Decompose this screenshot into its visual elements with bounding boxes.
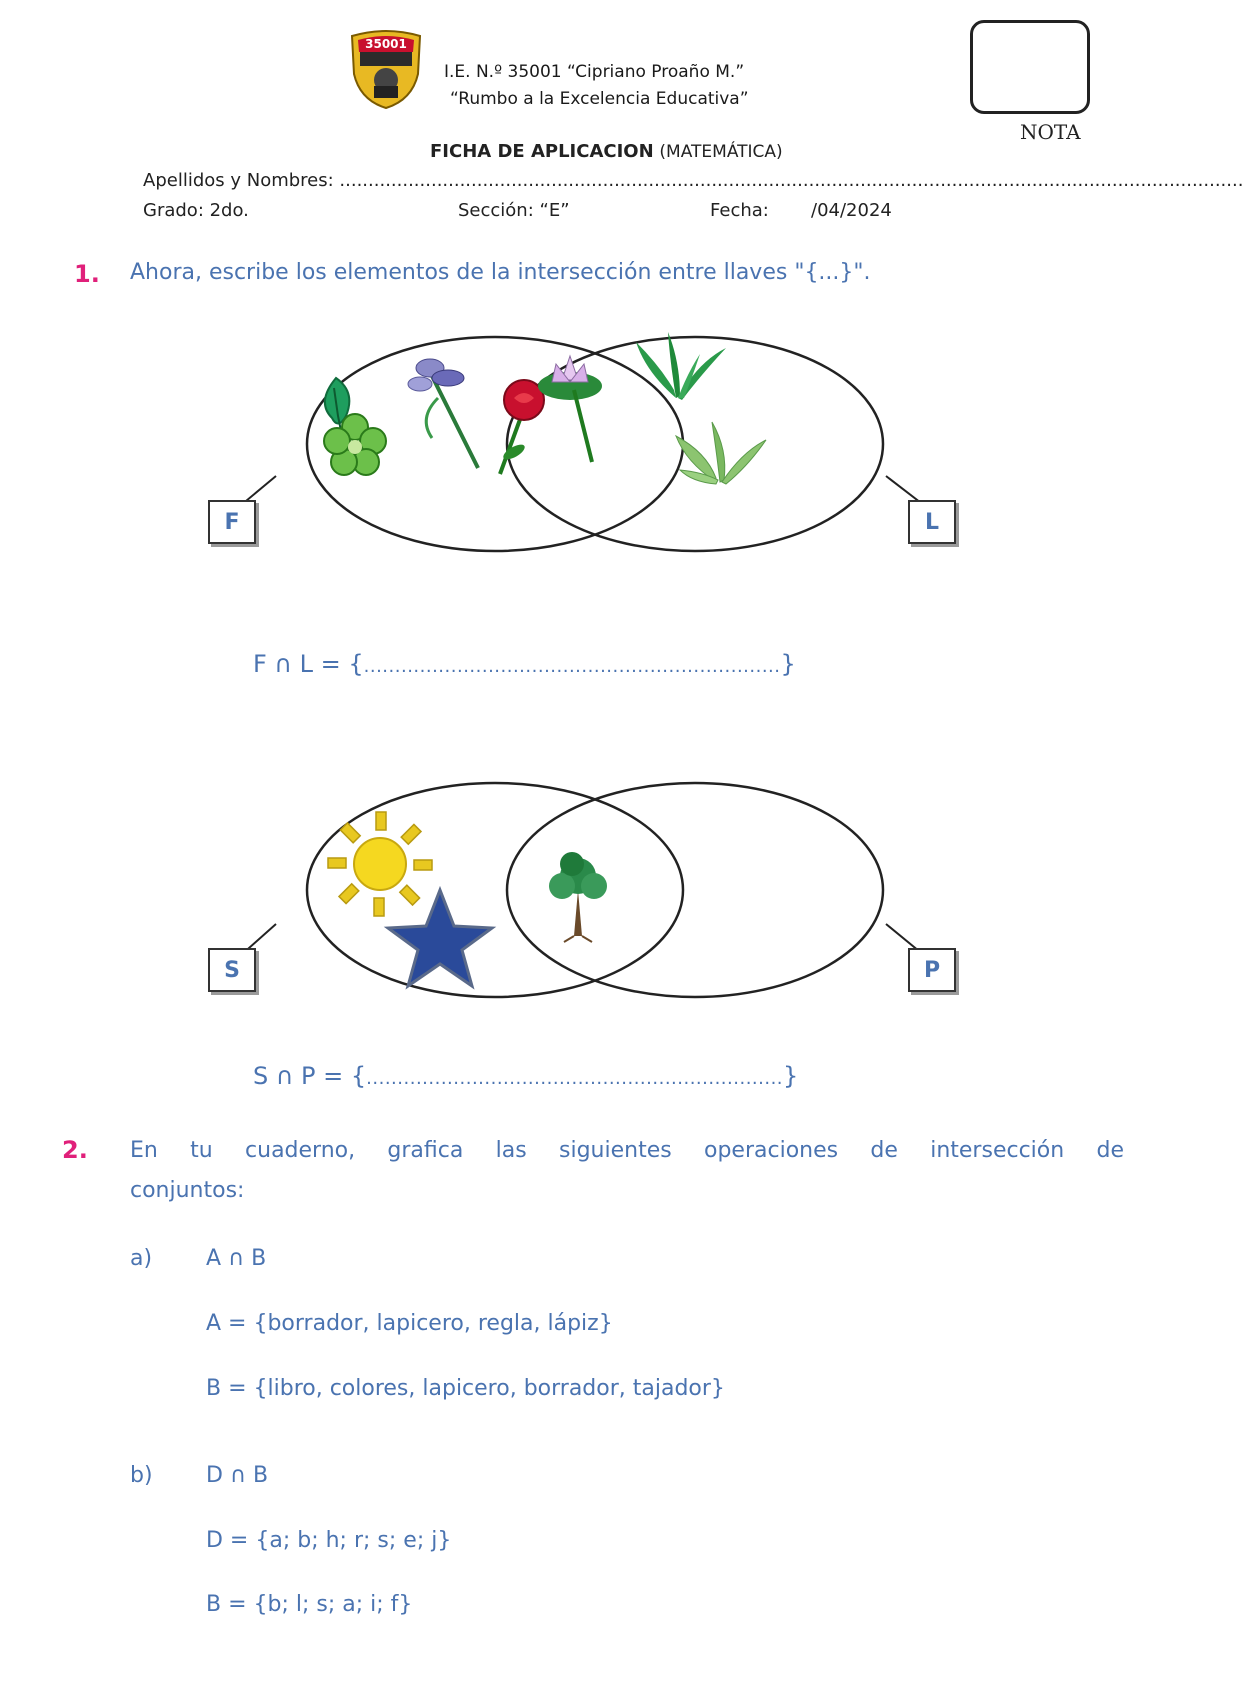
item-b-set-1: D = {a; b; h; r; s; e; j} (206, 1528, 452, 1553)
worksheet-title: FICHA DE APLICACION (MATEMÁTICA) (430, 141, 783, 162)
name-line: Apellidos y Nombres: .............................................................................................................................................................. (143, 170, 1243, 191)
question-1-number: 1. (74, 260, 100, 288)
set-label-s: S (208, 948, 256, 992)
water-lily-icon (538, 356, 602, 462)
venn-diagram-f-l (200, 330, 980, 560)
item-b-operation: D ∩ B (206, 1463, 269, 1488)
item-a-set-2: B = {libro, colores, lapicero, borrador, tajador} (206, 1376, 725, 1401)
sun-icon (328, 812, 432, 916)
question-2-number: 2. (62, 1136, 88, 1164)
answer-field-f-l[interactable]: ................................................................... (363, 656, 781, 677)
school-name: I.E. N.º 35001 “Cipriano Proaño M.” (444, 62, 745, 82)
red-rose-icon (500, 380, 544, 474)
item-a-operation: A ∩ B (206, 1246, 267, 1271)
section-label: Sección: “E” (458, 200, 570, 221)
venn-diagram-s-p (200, 780, 980, 1010)
item-b-letter: b) (130, 1463, 153, 1488)
green-flower-icon (324, 414, 386, 475)
blue-star-icon (388, 890, 492, 986)
svg-text:35001: 35001 (365, 37, 407, 51)
grade-label: Grado: 2do. (143, 200, 249, 221)
fern-plant-icon (676, 422, 766, 484)
question-2-prompt-line2: conjuntos: (130, 1178, 245, 1203)
date-label: Fecha: (710, 200, 769, 221)
nota-label: NOTA (1020, 120, 1081, 144)
school-crest (346, 28, 426, 110)
school-motto: “Rumbo a la Excelencia Educativa” (450, 89, 749, 109)
tree-icon (549, 852, 607, 942)
answer-line-f-l: F ∩ L = {...................................................................} (253, 650, 796, 678)
set-label-f: F (208, 500, 256, 544)
nota-box[interactable] (970, 20, 1090, 114)
set-label-l: L (908, 500, 956, 544)
iris-flower-icon (408, 359, 478, 468)
item-a-set-1: A = {borrador, lapicero, regla, lápiz} (206, 1311, 613, 1336)
name-field[interactable]: .............................................................................................................................................................. (339, 170, 1243, 191)
set-label-p: P (908, 948, 956, 992)
answer-field-s-p[interactable]: ................................................................... (366, 1068, 784, 1089)
item-a-letter: a) (130, 1246, 153, 1271)
answer-line-s-p: S ∩ P = {...................................................................} (253, 1062, 799, 1090)
question-1-prompt: Ahora, escribe los elementos de la intersección entre llaves "{...}". (130, 260, 871, 285)
item-b-set-2: B = {b; l; s; a; i; f} (206, 1592, 413, 1617)
question-2-prompt-line1: En tu cuaderno, grafica las siguientes operaciones de intersección de (130, 1138, 1124, 1163)
crest-icon (346, 28, 426, 110)
date-value: /04/2024 (811, 200, 892, 221)
aloe-plant-icon (636, 332, 726, 400)
